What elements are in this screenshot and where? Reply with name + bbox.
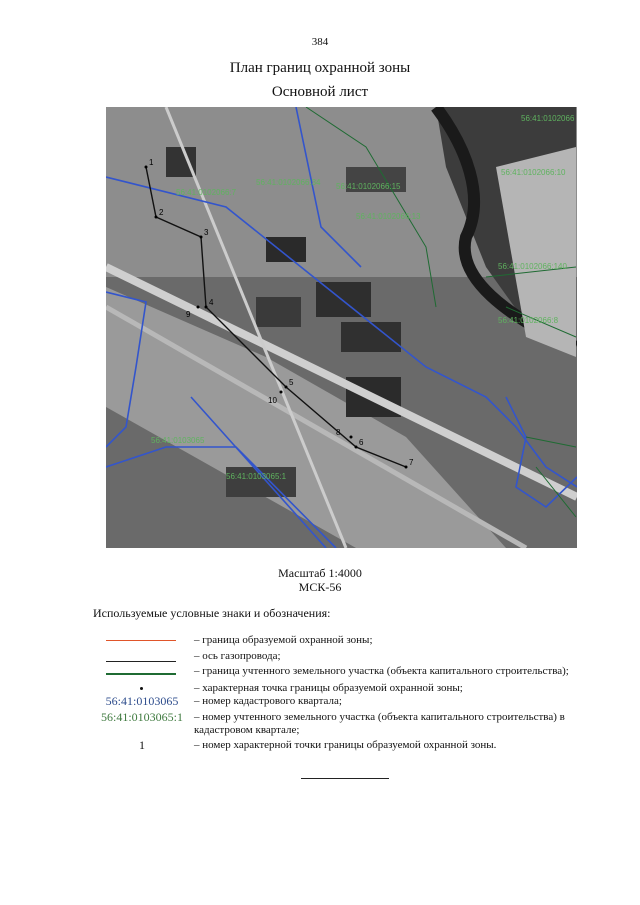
page-title: План границ охранной зоны bbox=[229, 60, 411, 76]
map-boundary-point bbox=[197, 306, 200, 309]
map-building bbox=[316, 282, 371, 317]
map-building bbox=[256, 297, 301, 327]
map-point-label: 8 bbox=[336, 428, 341, 437]
legend-text: – характерная точка границы образуемой охранной зоны; bbox=[194, 682, 463, 694]
dot-symbol bbox=[140, 687, 143, 690]
map-point-label: 1 bbox=[149, 158, 154, 167]
legend-text: – номер учтенного земельного участка (объекта капитального строительства) в кадастровом квартале; bbox=[194, 711, 565, 736]
map-boundary-point bbox=[285, 386, 288, 389]
map-boundary-point bbox=[205, 306, 208, 309]
map-point-label: 4 bbox=[209, 298, 214, 307]
map-parcel-label: 56:41:0102066 bbox=[521, 114, 575, 123]
map-boundary-point bbox=[200, 236, 203, 239]
legend-item-quarter-number bbox=[92, 695, 592, 711]
map-boundary-point bbox=[355, 446, 358, 449]
point-number-symbol: 1 bbox=[139, 738, 145, 752]
red-line-symbol bbox=[106, 640, 176, 641]
scale-label: Масштаб 1:4000 bbox=[278, 566, 362, 580]
black-line-symbol bbox=[106, 661, 176, 662]
map-point-label: 3 bbox=[204, 228, 209, 237]
page-subtitle: Основной лист bbox=[271, 84, 369, 100]
legend bbox=[92, 634, 592, 753]
map-parcel-label: 56:41:0102066:10 bbox=[501, 168, 566, 177]
map-canvas bbox=[106, 107, 577, 548]
map-parcel-label: 56:41:0102066:7 bbox=[176, 188, 237, 197]
green-line-symbol bbox=[106, 673, 176, 675]
aerial-map bbox=[106, 107, 577, 548]
map-building bbox=[266, 237, 306, 262]
legend-heading: Используемые условные знаки и обозначения: bbox=[93, 606, 331, 620]
map-parcel-label: 56:41:0103065:1 bbox=[226, 472, 287, 481]
map-point-label: 9 bbox=[186, 310, 191, 319]
map-boundary-point bbox=[350, 436, 353, 439]
map-boundary-point bbox=[405, 466, 408, 469]
legend-item-pipeline-axis bbox=[92, 650, 592, 665]
map-point-label: 2 bbox=[159, 208, 164, 217]
map-parcel-label: 56:41:0102066:140 bbox=[498, 262, 567, 271]
page-number: 384 bbox=[311, 36, 329, 48]
map-point-label: 5 bbox=[289, 378, 294, 387]
map-point-label: 6 bbox=[359, 438, 364, 447]
map-point-label: 7 bbox=[409, 458, 414, 467]
legend-text: – граница образуемой охранной зоны; bbox=[194, 634, 373, 646]
quarter-number-symbol: 56:41:0103065 bbox=[105, 694, 179, 708]
map-boundary-point bbox=[145, 166, 148, 169]
map-boundary-point bbox=[155, 216, 158, 219]
parcel-number-symbol: 56:41:0103065:1 bbox=[100, 710, 183, 724]
map-scale bbox=[0, 566, 640, 594]
closing-rule bbox=[301, 778, 389, 779]
map-parcel-label: 56:41:0102066:34 bbox=[256, 178, 321, 187]
crs-label: МСК-56 bbox=[298, 580, 342, 594]
map-parcel-label: 56:41:0102066:15 bbox=[336, 182, 401, 191]
legend-text: – граница учтенного земельного участка (объекта капитального строительства); bbox=[194, 665, 569, 677]
legend-item-parcel-boundary bbox=[92, 665, 592, 682]
legend-text: – ось газопровода; bbox=[194, 650, 281, 662]
map-boundary-point bbox=[280, 391, 283, 394]
legend-text: – номер кадастрового квартала; bbox=[194, 695, 342, 707]
legend-item-zone-boundary bbox=[92, 634, 592, 650]
map-parcel-label: 56:41:0102066:8 bbox=[498, 316, 559, 325]
map-point-label: 10 bbox=[268, 396, 277, 405]
map-parcel-label: 56:41:0103065 bbox=[151, 436, 205, 445]
legend-item-parcel-number bbox=[92, 711, 592, 739]
map-building bbox=[341, 322, 401, 352]
legend-text: – номер характерной точки границы образуемой охранной зоны. bbox=[194, 739, 497, 751]
legend-item-point-number bbox=[92, 739, 592, 753]
map-parcel-label: 56:41:0102066:13 bbox=[356, 212, 421, 221]
